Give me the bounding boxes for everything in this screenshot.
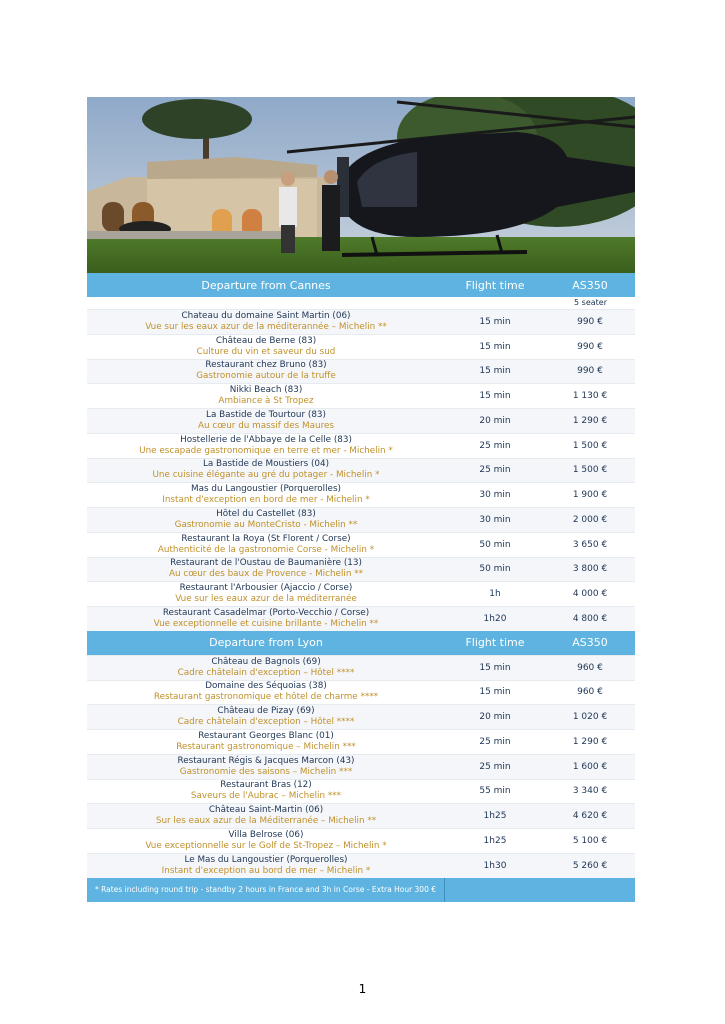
venue-name: Chateau du domaine Saint Martin (06) — [181, 310, 351, 321]
table-row — [87, 433, 635, 458]
table-row — [87, 458, 635, 483]
table-row — [87, 507, 635, 532]
venue-description: Sur les eaux azur de la Méditerranée – Michelin ** — [155, 816, 377, 827]
venue-name: Restaurant Régis & Jacques Marcon (43) — [177, 755, 355, 766]
flight-time: 25 min — [479, 761, 511, 772]
venue-description: Vue exceptionnelle et cuisine brillante - Michelin ** — [153, 618, 379, 629]
footnote-bar — [87, 878, 635, 902]
venue-description: Restaurant gastronomique – Michelin *** — [176, 741, 356, 752]
flight-time: 30 min — [479, 490, 511, 501]
price: 1 290 € — [572, 415, 608, 426]
flight-time: 15 min — [479, 391, 511, 402]
venue-description: Vue sur les eaux azur de la méditerranée — [175, 594, 357, 605]
venue-name: La Bastide de Moustiers (04) — [202, 459, 330, 470]
venue-description: Authenticité de la gastronomie Corse - Michelin * — [157, 544, 375, 555]
venue-description: Culture du vin et saveur du sud — [196, 346, 336, 357]
venue-cell — [87, 730, 445, 754]
venue-cell — [87, 459, 445, 483]
price: 3 800 € — [572, 564, 608, 575]
price: 990 € — [577, 366, 603, 377]
flight-time: 25 min — [479, 440, 511, 451]
table-row — [87, 557, 635, 582]
price: 2 000 € — [572, 514, 608, 525]
venue-name: Domaine des Séquoias (38) — [205, 681, 327, 692]
venue-cell — [87, 533, 445, 557]
flight-time: 15 min — [479, 366, 511, 377]
venue-description: Vue exceptionnelle sur le Golf de St-Tropez – Michelin * — [145, 840, 387, 851]
venue-description: Ambiance à St Tropez — [218, 396, 314, 407]
flight-time: 20 min — [479, 712, 511, 723]
flight-time: 25 min — [479, 736, 511, 747]
flight-time: 15 min — [479, 316, 511, 327]
table-row — [87, 704, 635, 729]
venue-cell — [87, 804, 445, 828]
venue-cell — [87, 829, 445, 853]
table-row — [87, 754, 635, 779]
venue-cell — [87, 656, 445, 680]
table-row — [87, 581, 635, 606]
price: 990 € — [577, 316, 603, 327]
table-row — [87, 803, 635, 828]
departure-header: Departure from Lyon — [209, 636, 323, 650]
table-row — [87, 309, 635, 334]
venue-name: Restaurant Georges Blanc (01) — [198, 730, 334, 741]
flight-time-header: Flight time — [465, 278, 525, 292]
price: 1 900 € — [572, 490, 608, 501]
venue-cell — [87, 854, 445, 878]
table-row — [87, 853, 635, 878]
venue-cell — [87, 607, 445, 631]
price: 3 340 € — [572, 786, 608, 797]
venue-cell — [87, 434, 445, 458]
table-row — [87, 779, 635, 804]
venue-description: Vue sur les eaux azur de la méditerannée – Michelin ** — [145, 321, 387, 332]
venue-description: Saveurs de l'Aubrac – Michelin *** — [190, 791, 342, 802]
venue-name: Château de Pizay (69) — [217, 706, 315, 717]
venue-cell — [87, 483, 445, 507]
table-row — [87, 680, 635, 705]
venue-cell — [87, 335, 445, 359]
venue-name: Le Mas du Langoustier (Porquerolles) — [184, 854, 348, 865]
venue-description: Gastronomie autour de la truffe — [196, 371, 336, 382]
rates-table — [87, 273, 635, 902]
flight-time: 50 min — [479, 539, 511, 550]
table-row — [87, 532, 635, 557]
venue-description: Gastronomie des saisons – Michelin *** — [179, 766, 353, 777]
price: 1 290 € — [572, 736, 608, 747]
price: 4 000 € — [572, 589, 608, 600]
venue-cell — [87, 705, 445, 729]
cannes-rows — [87, 309, 635, 631]
venue-cell — [87, 409, 445, 433]
departure-header: Departure from Cannes — [201, 278, 331, 292]
flight-time: 55 min — [479, 786, 511, 797]
price: 1 020 € — [572, 712, 608, 723]
venue-cell — [87, 508, 445, 532]
venue-name: Restaurant la Roya (St Florent / Corse) — [181, 533, 351, 544]
venue-description: Une cuisine élégante au gré du potager - Michelin * — [152, 470, 380, 481]
table-row — [87, 408, 635, 433]
venue-description: Instant d'exception au bord de mer – Michelin * — [161, 865, 371, 876]
venue-description: Restaurant gastronomique et hôtel de charme **** — [153, 692, 379, 703]
flight-time: 30 min — [479, 514, 511, 525]
venue-cell — [87, 310, 445, 334]
price: 1 500 € — [572, 440, 608, 451]
venue-description: Au cœur des baux de Provence - Michelin ** — [168, 569, 363, 580]
venue-name: Restaurant Casadelmar (Porto-Vecchio / Corse) — [162, 607, 370, 618]
flight-time: 15 min — [479, 341, 511, 352]
venue-cell — [87, 582, 445, 606]
flight-time: 15 min — [479, 687, 511, 698]
price: 990 € — [577, 341, 603, 352]
venue-name: Château Saint-Martin (06) — [208, 805, 324, 816]
lyon-section-header — [87, 631, 635, 655]
flight-time: 1h — [489, 589, 501, 600]
seater-note: 5 seater — [574, 298, 607, 307]
venue-name: Restaurant de l'Oustau de Baumanière (13) — [170, 558, 362, 569]
venue-name: La Bastide de Tourtour (83) — [206, 409, 326, 420]
venue-name: Nikki Beach (83) — [229, 385, 303, 396]
venue-name: Restaurant Bras (12) — [220, 780, 312, 791]
venue-cell — [87, 558, 445, 582]
page-number: 1 — [358, 982, 367, 996]
venue-cell — [87, 360, 445, 384]
flight-time: 1h20 — [483, 613, 507, 624]
table-row — [87, 729, 635, 754]
flight-time: 1h25 — [483, 835, 507, 846]
table-row — [87, 606, 635, 631]
table-row — [87, 383, 635, 408]
venue-name: Hostellerie de l'Abbaye de la Celle (83) — [180, 434, 352, 445]
flight-time-header: Flight time — [465, 636, 525, 650]
venue-name: Hôtel du Castellet (83) — [216, 508, 316, 519]
venue-description: Au cœur du massif des Maures — [198, 420, 334, 431]
flight-time: 15 min — [479, 662, 511, 673]
aircraft-header: AS350 — [572, 636, 608, 650]
aircraft-header: AS350 — [572, 278, 608, 292]
price: 5 100 € — [572, 835, 608, 846]
price: 4 800 € — [572, 613, 608, 624]
table-row — [87, 359, 635, 384]
venue-name: Château de Bagnols (69) — [211, 656, 321, 667]
venue-cell — [87, 681, 445, 705]
venue-name: Restaurant l'Arbousier (Ajaccio / Corse) — [179, 583, 353, 594]
flight-time: 1h25 — [483, 811, 507, 822]
price: 1 130 € — [572, 391, 608, 402]
table-row — [87, 334, 635, 359]
flight-time: 50 min — [479, 564, 511, 575]
venue-name: Mas du Langoustier (Porquerolles) — [191, 484, 341, 495]
price: 960 € — [577, 687, 603, 698]
table-row — [87, 655, 635, 680]
venue-description: Cadre châtelain d'exception – Hôtel **** — [177, 667, 355, 678]
table-row — [87, 828, 635, 853]
table-row — [87, 482, 635, 507]
venue-description: Gastronomie au MonteCristo - Michelin ** — [174, 519, 358, 530]
helicopter-photo — [87, 97, 635, 273]
cannes-section-header — [87, 273, 635, 297]
venue-cell — [87, 755, 445, 779]
flight-time: 20 min — [479, 415, 511, 426]
venue-description: Cadre châtelain d'exception – Hôtel **** — [177, 717, 355, 728]
price: 4 620 € — [572, 811, 608, 822]
price: 960 € — [577, 662, 603, 673]
venue-name: Restaurant chez Bruno (83) — [205, 360, 327, 371]
venue-name: Château de Berne (83) — [215, 335, 317, 346]
venue-description: Une escapade gastronomique en terre et mer - Michelin * — [139, 445, 393, 456]
price: 5 260 € — [572, 860, 608, 871]
price: 3 650 € — [572, 539, 608, 550]
venue-cell — [87, 384, 445, 408]
price: 1 600 € — [572, 761, 608, 772]
venue-cell — [87, 780, 445, 804]
helicopter-photo-illustration — [87, 97, 635, 273]
flight-time: 1h30 — [483, 860, 507, 871]
flight-time: 25 min — [479, 465, 511, 476]
venue-name: Villa Belrose (06) — [228, 829, 304, 840]
footnote: * Rates including round trip - standby 2 hours in France and 3h in Corse - Extra Hour 300 € — [87, 878, 445, 902]
price: 1 500 € — [572, 465, 608, 476]
venue-description: Instant d'exception en bord de mer - Michelin * — [162, 495, 370, 506]
lyon-rows — [87, 655, 635, 878]
